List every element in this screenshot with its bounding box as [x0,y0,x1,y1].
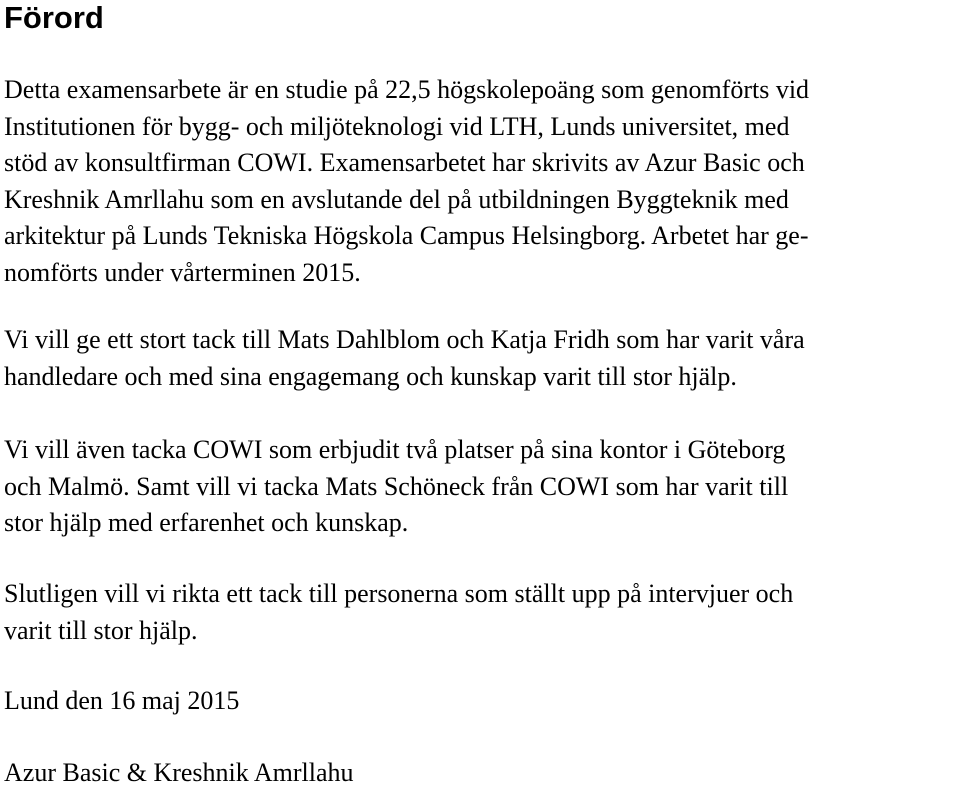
paragraph-line: Vi vill ge ett stort tack till Mats Dahlblom och Katja Fridh som har varit våra [4,325,805,354]
paragraph-line: Detta examensarbete är en studie på 22,5 högskolepoäng som genomförts vid [4,75,810,104]
paragraph-line: arkitektur på Lunds Tekniska Högskola Campus Helsingborg. Arbetet har ge- [4,221,809,250]
paragraph-intro [4,72,956,291]
paragraph-line: stor hjälp med erfarenhet och kunskap. [4,508,409,537]
paragraph-thanks-interviewees [4,576,956,649]
paragraph-line: handledare och med sina engagemang och kunskap varit till stor hjälp. [4,361,737,391]
paragraph-line: Institutionen för bygg- och miljöteknologi vid LTH, Lunds universitet, med [4,111,790,141]
place-date: Lund den 16 maj 2015 [4,686,240,715]
paragraph-line: Slutligen vill vi rikta ett tack till personerna som ställt upp på intervjuer och [4,579,794,608]
paragraph-line: Vi vill även tacka COWI som erbjudit två platser på sina kontor i Göteborg [4,435,786,464]
paragraph-line: varit till stor hjälp. [4,615,198,645]
paragraph-line: nomförts under vårterminen 2015. [4,257,361,287]
signature: Azur Basic & Kreshnik Amrllahu [4,758,354,787]
paragraph-thanks-supervisors [4,322,956,395]
paragraph-line: stöd av konsultfirman COWI. Examensarbetet har skrivits av Azur Basic och [4,148,805,177]
paragraph-thanks-cowi [4,432,956,542]
paragraph-line: Kreshnik Amrllahu som en avslutande del på utbildningen Byggteknik med [4,184,789,214]
paragraph-line: och Malmö. Samt vill vi tacka Mats Schöneck från COWI som har varit till [4,471,789,501]
page-title: Förord [4,0,104,35]
